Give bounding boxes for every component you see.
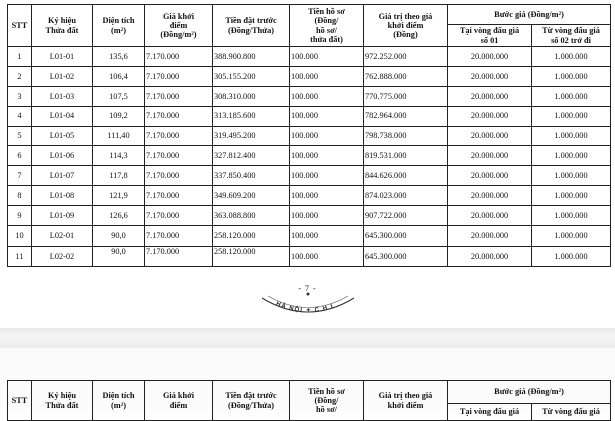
header-vong-dau bbox=[448, 25, 532, 47]
second-header-tien-dat-truoc bbox=[213, 381, 290, 421]
header-tien-ho-so-line4: thửa đất) bbox=[310, 34, 343, 44]
header-dien-tich-line1: Diện tích bbox=[102, 16, 135, 26]
page-number: - 7 - bbox=[298, 284, 317, 293]
cell-vong-sau: 1.000.000 bbox=[532, 126, 611, 146]
cell-tien-ho-so: 100.000 bbox=[290, 206, 364, 226]
second-header-tien-ho-so-line3: hồ sơ/ bbox=[316, 405, 337, 415]
cell-vong-sau: 1.000.000 bbox=[532, 186, 611, 206]
second-header-tien-ho-so-line2: (Đồng/ bbox=[314, 395, 339, 405]
cell-vong-sau: 1.000.000 bbox=[532, 246, 611, 267]
second-header-ky-hieu-line2: Thửa đất bbox=[45, 400, 79, 410]
header-gia-khoi-diem-line3: (Đồng/m²) bbox=[160, 30, 197, 40]
cell-tien-ho-so: 100.000 bbox=[290, 47, 364, 67]
cell-tien-dat-truoc: 308.310.000 bbox=[213, 86, 290, 106]
cell-ky-hieu: L01-05 bbox=[32, 126, 93, 146]
cell-tien-ho-so: 100.000 bbox=[290, 226, 364, 247]
cell-stt: 3 bbox=[8, 86, 32, 106]
cell-tien-ho-so: 100.000 bbox=[290, 86, 364, 106]
stamp-lettering: HÀ NỘI ✦ C H I bbox=[274, 301, 335, 315]
cell-gia-tri: 907.722.000 bbox=[364, 206, 448, 226]
cell-gia-tri: 972.252.000 bbox=[364, 47, 448, 67]
cell-ky-hieu: L01-01 bbox=[32, 47, 93, 67]
cell-dien-tich: 107,5 bbox=[93, 86, 145, 106]
cell-gia-khoi-diem: 7.170.000 bbox=[145, 166, 213, 186]
cell-vong-sau: 1.000.000 bbox=[532, 47, 611, 67]
table-row bbox=[8, 66, 611, 86]
cell-vong-dau: 20.000.000 bbox=[448, 146, 532, 166]
cell-dien-tich: 135,6 bbox=[93, 47, 145, 67]
cell-vong-dau: 20.000.000 bbox=[448, 47, 532, 67]
cell-tien-dat-truoc: 363.088.800 bbox=[213, 206, 290, 226]
cell-stt: 4 bbox=[8, 106, 32, 126]
header-tien-ho-so bbox=[290, 5, 364, 47]
cell-ky-hieu: L01-02 bbox=[32, 66, 93, 86]
header-stt: STT bbox=[8, 5, 32, 47]
cell-ky-hieu: L01-07 bbox=[32, 166, 93, 186]
second-header-vong-sau: Từ vòng đấu giá bbox=[532, 404, 611, 421]
header-tien-ho-so-line1: Tiền hồ sơ bbox=[308, 6, 345, 16]
cell-tien-dat-truoc: 258.120.000 bbox=[213, 246, 290, 267]
cell-dien-tich: 114,3 bbox=[93, 146, 145, 166]
cell-gia-khoi-diem: 7.170.000 bbox=[145, 47, 213, 67]
cell-vong-dau: 20.000.000 bbox=[448, 206, 532, 226]
cell-gia-tri: 645.300.000 bbox=[364, 246, 448, 267]
cell-gia-khoi-diem: 7.170.000 bbox=[145, 126, 213, 146]
seal-stamp-icon bbox=[258, 292, 358, 322]
cell-dien-tich: 90,0 bbox=[93, 226, 145, 247]
header-gia-khoi-diem-line1: Giá khởi bbox=[162, 11, 195, 21]
document-page-bottom bbox=[0, 348, 615, 417]
second-header-row bbox=[8, 381, 611, 404]
cell-stt: 7 bbox=[8, 166, 32, 186]
cell-gia-tri: 798.738.000 bbox=[364, 126, 448, 146]
second-header-gia-tri-line2: khởi điểm bbox=[387, 400, 424, 410]
cell-vong-sau: 1.000.000 bbox=[532, 86, 611, 106]
cell-vong-dau: 20.000.000 bbox=[448, 66, 532, 86]
table-row bbox=[8, 206, 611, 226]
header-tien-ho-so-line2: (Đồng/ bbox=[314, 16, 339, 26]
cell-ky-hieu: L01-03 bbox=[32, 86, 93, 106]
second-header-dien-tich bbox=[93, 381, 145, 421]
header-vong-sau bbox=[532, 25, 611, 47]
cell-gia-tri: 874.023.000 bbox=[364, 186, 448, 206]
land-auction-table bbox=[7, 4, 611, 267]
table-body bbox=[8, 47, 611, 267]
cell-tien-ho-so: 100.000 bbox=[290, 146, 364, 166]
cell-vong-sau: 1.000.000 bbox=[532, 166, 611, 186]
cell-stt: 5 bbox=[8, 126, 32, 146]
cell-dien-tich: 90,0 bbox=[93, 246, 145, 267]
header-gia-tri-line2: khởi điểm bbox=[387, 20, 424, 30]
header-ky-hieu-line2: Thửa đất bbox=[45, 25, 79, 35]
cell-ky-hieu: L01-08 bbox=[32, 186, 93, 206]
second-header-ky-hieu-line1: Ký hiệu bbox=[48, 391, 76, 401]
table-row bbox=[8, 106, 611, 126]
cell-dien-tich: 109,2 bbox=[93, 106, 145, 126]
cell-gia-tri: 844.626.000 bbox=[364, 166, 448, 186]
second-header-gia-khoi-diem bbox=[145, 381, 213, 421]
cell-dien-tich: 126,6 bbox=[93, 206, 145, 226]
cell-gia-tri: 645.300.000 bbox=[364, 226, 448, 247]
table-row bbox=[8, 126, 611, 146]
header-gia-tri-line1: Giá trị theo giá bbox=[378, 11, 433, 21]
cell-ky-hieu: L02-01 bbox=[32, 226, 93, 247]
cell-tien-dat-truoc: 319.495.200 bbox=[213, 126, 290, 146]
second-header-dien-tich-line2: (m²) bbox=[111, 400, 126, 410]
cell-gia-khoi-diem: 7.170.000 bbox=[145, 146, 213, 166]
cell-tien-ho-so: 100.000 bbox=[290, 246, 364, 267]
header-ky-hieu bbox=[32, 5, 93, 47]
cell-tien-dat-truoc: 327.812.400 bbox=[213, 146, 290, 166]
header-gia-khoi-diem-line2: điểm bbox=[169, 20, 188, 30]
second-header-vong-dau: Tại vòng đấu giá bbox=[448, 404, 532, 421]
header-dien-tich bbox=[93, 5, 145, 47]
second-header-tien-ho-so bbox=[290, 381, 364, 421]
cell-stt: 1 bbox=[8, 47, 32, 67]
second-header-tien-ho-so-line1: Tiền hồ sơ bbox=[308, 386, 345, 396]
cell-gia-khoi-diem: 7.170.000 bbox=[145, 86, 213, 106]
second-header-gia-khoi-diem-line2: điểm bbox=[169, 400, 188, 410]
cell-dien-tich: 121,9 bbox=[93, 186, 145, 206]
cell-tien-ho-so: 100.000 bbox=[290, 66, 364, 86]
cell-ky-hieu: L01-09 bbox=[32, 206, 93, 226]
cell-vong-sau: 1.000.000 bbox=[532, 146, 611, 166]
cell-vong-dau: 20.000.000 bbox=[448, 166, 532, 186]
second-header-dien-tich-line1: Diện tích bbox=[102, 391, 135, 401]
header-tien-ho-so-line3: hồ sơ/ bbox=[316, 25, 337, 35]
cell-vong-dau: 20.000.000 bbox=[448, 106, 532, 126]
page-separator bbox=[0, 328, 615, 348]
cell-dien-tich: 111,40 bbox=[93, 126, 145, 146]
header-vong-sau-line1: Từ vòng đấu giá bbox=[542, 26, 600, 36]
cell-vong-dau: 20.000.000 bbox=[448, 126, 532, 146]
second-header-tien-dat-truoc-line2: (Đồng/Thửa) bbox=[227, 400, 274, 410]
cell-gia-tri: 782.964.000 bbox=[364, 106, 448, 126]
cell-tien-dat-truoc: 305.155.200 bbox=[213, 66, 290, 86]
cell-gia-khoi-diem: 7.170.000 bbox=[145, 226, 213, 247]
header-ky-hieu-line1: Ký hiệu bbox=[48, 16, 76, 26]
cell-stt: 10 bbox=[8, 226, 32, 247]
cell-vong-sau: 1.000.000 bbox=[532, 66, 611, 86]
table-row bbox=[8, 246, 611, 267]
cell-gia-tri: 819.531.000 bbox=[364, 146, 448, 166]
cell-gia-khoi-diem: 7.170.000 bbox=[145, 246, 213, 267]
second-header-ky-hieu bbox=[32, 381, 93, 421]
cell-gia-khoi-diem: 7.170.000 bbox=[145, 186, 213, 206]
header-buoc-gia: Bước giá (Đồng/m²) bbox=[448, 5, 611, 25]
cell-gia-khoi-diem: 7.170.000 bbox=[145, 106, 213, 126]
header-vong-sau-line2: số 02 trở đi bbox=[551, 35, 591, 45]
table-row bbox=[8, 186, 611, 206]
cell-tien-dat-truoc: 349.609.200 bbox=[213, 186, 290, 206]
cell-gia-khoi-diem: 7.170.000 bbox=[145, 66, 213, 86]
second-header-stt: STT bbox=[8, 381, 32, 421]
cell-gia-khoi-diem: 7.170.000 bbox=[145, 206, 213, 226]
second-header-gia-tri-line1: Giá trị theo giá bbox=[378, 391, 433, 401]
header-gia-tri-line3: (Đồng) bbox=[393, 30, 418, 40]
cell-tien-ho-so: 100.000 bbox=[290, 106, 364, 126]
second-header-tien-dat-truoc-line1: Tiền đặt trước bbox=[225, 391, 277, 401]
cell-dien-tich: 117,8 bbox=[93, 166, 145, 186]
header-vong-dau-line1: Tại vòng đấu giá bbox=[459, 26, 520, 36]
cell-ky-hieu: L02-02 bbox=[32, 246, 93, 267]
cell-stt: 6 bbox=[8, 146, 32, 166]
cell-ky-hieu: L01-04 bbox=[32, 106, 93, 126]
header-vong-dau-line2: số 01 bbox=[480, 35, 499, 45]
cell-vong-sau: 1.000.000 bbox=[532, 106, 611, 126]
second-header-gia-khoi-diem-line1: Giá khởi bbox=[162, 391, 195, 401]
header-gia-khoi-diem bbox=[145, 5, 213, 47]
cell-vong-dau: 20.000.000 bbox=[448, 226, 532, 247]
cell-gia-tri: 770.775.000 bbox=[364, 86, 448, 106]
table-row bbox=[8, 86, 611, 106]
cell-tien-dat-truoc: 258.120.000 bbox=[213, 226, 290, 247]
cell-stt: 2 bbox=[8, 66, 32, 86]
second-header-buoc-gia: Bước giá (Đồng/m²) bbox=[448, 381, 611, 404]
cell-tien-ho-so: 100.000 bbox=[290, 126, 364, 146]
second-header-gia-tri bbox=[364, 381, 448, 421]
cell-ky-hieu: L01-06 bbox=[32, 146, 93, 166]
cell-vong-dau: 20.000.000 bbox=[448, 86, 532, 106]
second-table bbox=[7, 380, 611, 421]
cell-vong-sau: 1.000.000 bbox=[532, 206, 611, 226]
cell-stt: 9 bbox=[8, 206, 32, 226]
cell-stt: 11 bbox=[8, 246, 32, 267]
cell-tien-dat-truoc: 313.185.600 bbox=[213, 106, 290, 126]
cell-tien-ho-so: 100.000 bbox=[290, 166, 364, 186]
header-tien-dat-truoc-line2: (Đồng/Thửa) bbox=[227, 25, 274, 35]
cell-dien-tich: 106,4 bbox=[93, 66, 145, 86]
cell-tien-dat-truoc: 388.900.800 bbox=[213, 47, 290, 67]
cell-vong-sau: 1.000.000 bbox=[532, 226, 611, 247]
table-row bbox=[8, 47, 611, 67]
table-row bbox=[8, 166, 611, 186]
header-gia-tri bbox=[364, 5, 448, 47]
header-row bbox=[8, 5, 611, 25]
cell-tien-ho-so: 100.000 bbox=[290, 186, 364, 206]
header-tien-dat-truoc bbox=[213, 5, 290, 47]
table-row bbox=[8, 146, 611, 166]
header-tien-dat-truoc-line1: Tiền đặt trước bbox=[225, 16, 277, 26]
table-row bbox=[8, 226, 611, 247]
cell-gia-tri: 762.888.000 bbox=[364, 66, 448, 86]
cell-stt: 8 bbox=[8, 186, 32, 206]
cell-tien-dat-truoc: 337.850.400 bbox=[213, 166, 290, 186]
header-dien-tich-line2: (m²) bbox=[111, 25, 126, 35]
cell-vong-dau: 20.000.000 bbox=[448, 186, 532, 206]
cell-vong-dau: 20.000.000 bbox=[448, 246, 532, 267]
